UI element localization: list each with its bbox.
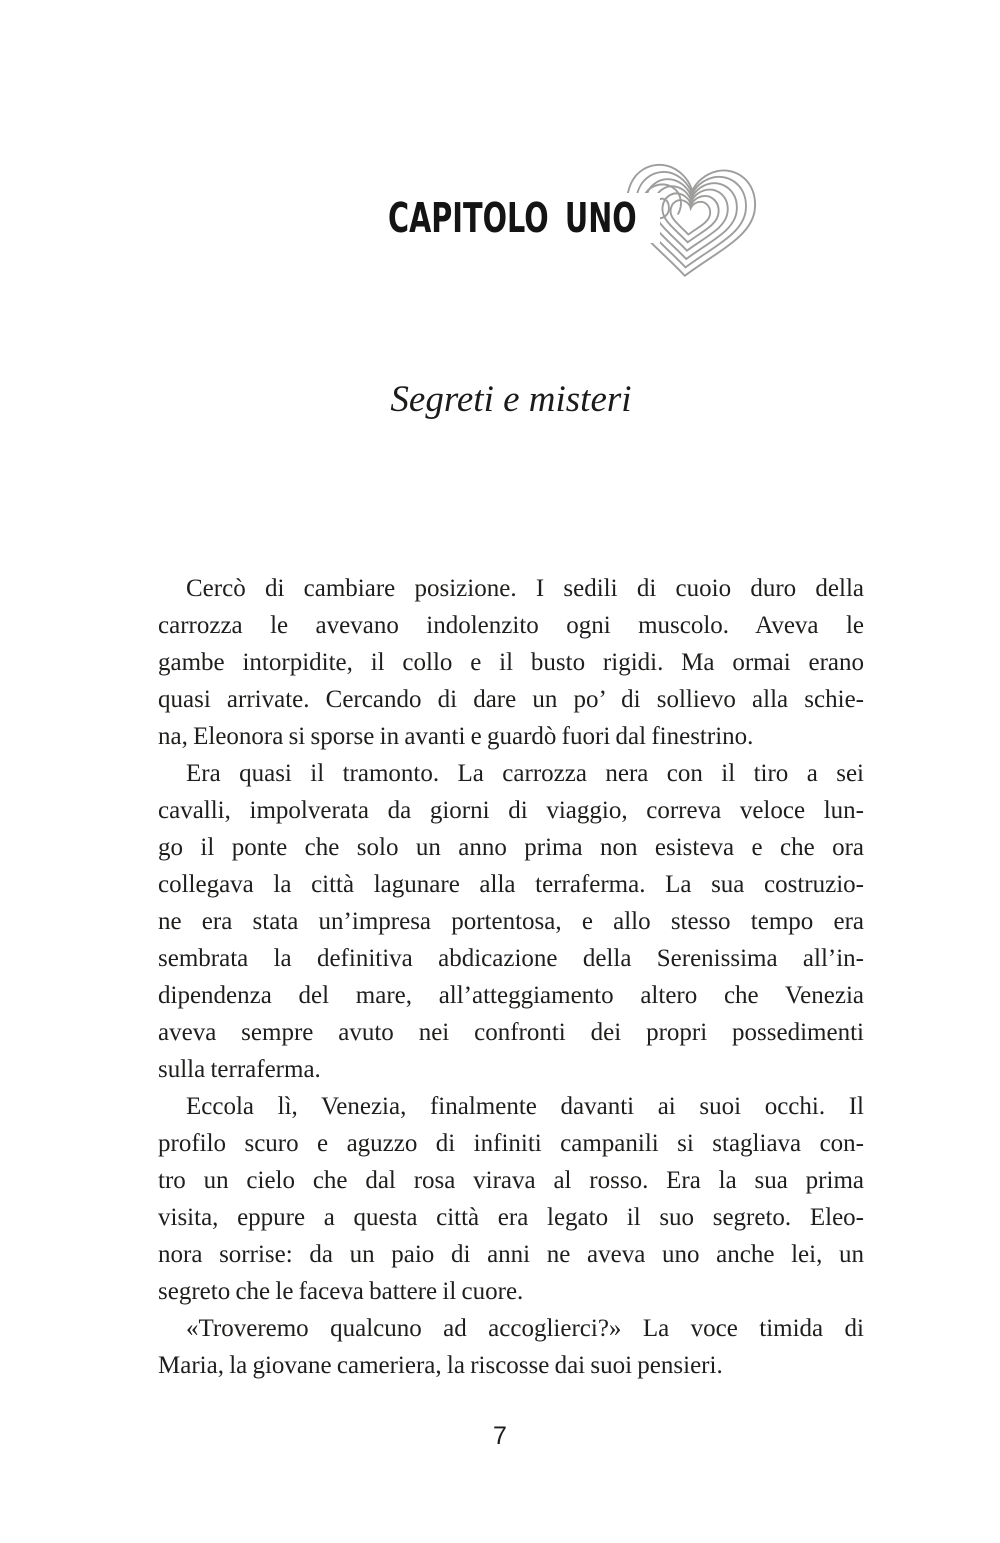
body-line: nora sorrise: da un paio di anni ne aveva uno anche lei, un bbox=[158, 1241, 864, 1268]
paragraph bbox=[158, 1310, 864, 1384]
chapter-label-box bbox=[388, 193, 660, 243]
body-line: sembrata la definitiva abdicazione della Serenissima all’in- bbox=[158, 945, 864, 972]
body-line: dipendenza del mare, all’atteggiamento altero che Venezia bbox=[158, 982, 864, 1009]
body-line: quasi arrivate. Cercando di dare un po’ di sollievo alla schie- bbox=[158, 686, 864, 713]
body-line: Eccola lì, Venezia, finalmente davanti ai suoi occhi. Il bbox=[186, 1093, 864, 1120]
body-line: segreto che le faceva battere il cuore. bbox=[158, 1278, 524, 1305]
body-line: visita, eppure a questa città era legato il suo segreto. Eleo- bbox=[158, 1204, 864, 1231]
body-line: ne era stata un’impresa portentosa, e allo stesso tempo era bbox=[158, 908, 864, 935]
paragraph bbox=[158, 755, 864, 1088]
body-line: Maria, la giovane cameriera, la riscosse dai suoi pensieri. bbox=[158, 1352, 723, 1379]
body-line: sulla terraferma. bbox=[158, 1056, 321, 1083]
body-text bbox=[158, 570, 864, 1384]
body-line: tro un cielo che dal rosa virava al rosso. Era la sua prima bbox=[158, 1167, 864, 1194]
body-line: «Troveremo qualcuno ad accoglierci?» La voce timida di bbox=[186, 1315, 864, 1342]
body-line: Era quasi il tramonto. La carrozza nera con il tiro a sei bbox=[186, 760, 864, 787]
chapter-title: Segreti e misteri bbox=[390, 379, 632, 420]
chapter-header bbox=[0, 0, 1000, 320]
body-line: Cercò di cambiare posizione. I sedili di cuoio duro della bbox=[186, 575, 864, 602]
body-line: go il ponte che solo un anno prima non esisteva e che ora bbox=[158, 834, 864, 861]
chapter-label: CAPITOLO UNO bbox=[388, 194, 637, 242]
paragraph bbox=[158, 570, 864, 755]
body-line: cavalli, impolverata da giorni di viaggio, correva veloce lun- bbox=[158, 797, 864, 824]
body-line: profilo scuro e aguzzo di infiniti campanili si stagliava con- bbox=[158, 1130, 864, 1157]
body-line: collegava la città lagunare alla terraferma. La sua costruzio- bbox=[158, 871, 864, 898]
page-number: 7 bbox=[493, 1422, 507, 1450]
page-footer bbox=[0, 1422, 1000, 1451]
body-line: gambe intorpidite, il collo e il busto rigidi. Ma ormai erano bbox=[158, 649, 864, 676]
body-line: na, Eleonora si sporse in avanti e guardò fuori dal finestrino. bbox=[158, 723, 754, 750]
paragraph bbox=[158, 1088, 864, 1310]
body-line: carrozza le avevano indolenzito ogni muscolo. Aveva le bbox=[158, 612, 864, 639]
body-line: aveva sempre avuto nei confronti dei propri possedimenti bbox=[158, 1019, 864, 1046]
